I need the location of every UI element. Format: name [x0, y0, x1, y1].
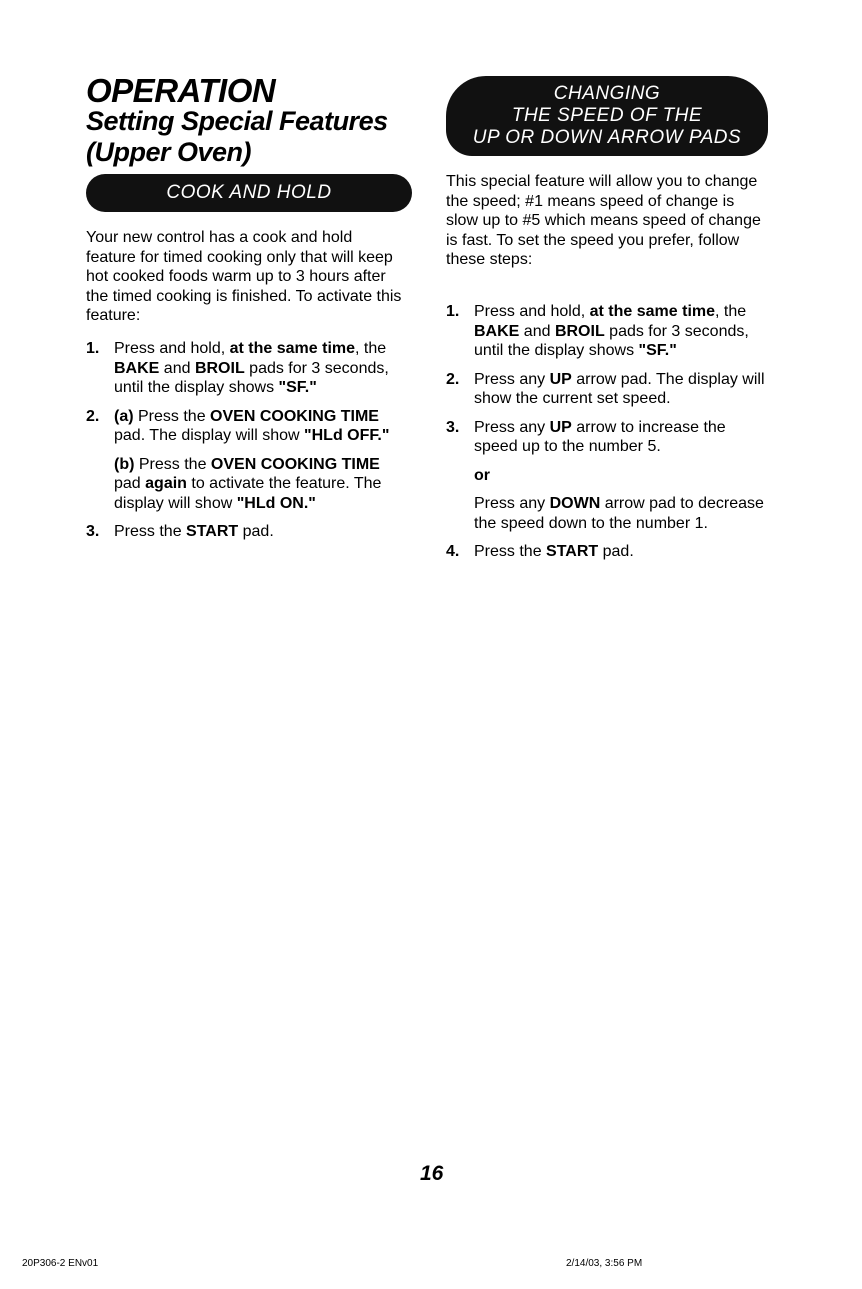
substep-b — [114, 455, 406, 514]
step-bold: BROIL — [194, 359, 245, 377]
step-number: 2. — [446, 370, 460, 388]
arrow-speed-heading — [446, 76, 768, 156]
step-number: 4. — [446, 543, 460, 560]
subtitle-line-2: (Upper Oven) — [86, 137, 252, 167]
step-text: arrow pad to decrease the speed down to the number 1. — [474, 495, 764, 532]
step-bold: OVEN COOKING TIME — [210, 407, 379, 425]
arrow-speed-steps — [446, 302, 768, 571]
footer-doc-id: 20P306-2 ENv01 — [22, 1258, 99, 1269]
footer-timestamp: 2/14/03, 3:56 PM — [566, 1258, 643, 1269]
step-text: Press the — [474, 543, 547, 560]
step-bold: BAKE — [114, 359, 160, 377]
list-item — [446, 418, 768, 534]
list-item — [446, 302, 768, 361]
step-text: , the — [715, 303, 747, 320]
step-text: Press any — [474, 495, 550, 512]
step-bold: again — [145, 475, 187, 492]
step-bold: "SF." — [638, 342, 677, 359]
substep-label: (a) — [114, 407, 134, 425]
section-title: OPERATION — [86, 72, 276, 109]
step-bold: BROIL — [554, 322, 605, 340]
step-bold: DOWN — [549, 495, 601, 512]
step-text: pad — [114, 475, 146, 492]
step-text: Press the — [133, 407, 211, 425]
step-number: 3. — [86, 523, 100, 540]
arrow-speed-heading-line-1: CHANGING — [553, 83, 661, 104]
list-item — [86, 407, 406, 514]
step-or: or — [474, 466, 490, 484]
step-text: Press any — [474, 370, 550, 388]
subtitle-line-1: Setting Special Features — [86, 106, 388, 136]
step-text: to activate the feature. The display will show — [114, 475, 382, 512]
page-number: 16 — [420, 1162, 444, 1185]
step-text: arrow pad. The display will show the current set speed. — [474, 370, 765, 407]
step-bold: OVEN COOKING TIME — [210, 455, 380, 473]
step-number: 3. — [446, 418, 460, 436]
step-bold: "SF." — [278, 379, 317, 396]
cook-and-hold-heading — [86, 174, 412, 212]
step-bold: START — [546, 543, 599, 560]
step-number: 1. — [446, 303, 460, 320]
step-number: 2. — [86, 407, 100, 425]
cook-and-hold-heading-text: COOK AND HOLD — [166, 182, 332, 203]
cook-and-hold-intro: Your new control has a cook and hold feature for timed cooking only that will keep hot cooked foods warm up to 3 hours after the timed cooking is finished. To activate this feature: — [86, 229, 402, 324]
step-text: pad. — [598, 543, 634, 560]
step-bold: at the same time — [589, 303, 716, 320]
step-text: Press any — [474, 418, 550, 436]
step-bold: BAKE — [474, 322, 520, 340]
step-bold: "HLd OFF." — [304, 427, 390, 444]
step-text: Press and hold, — [474, 303, 590, 320]
step-bold: "HLd ON." — [236, 494, 316, 512]
step-text: arrow to increase the speed up to the number 5. — [474, 418, 726, 455]
step-text: Press and hold, — [114, 340, 230, 357]
list-item — [446, 542, 768, 562]
list-item — [86, 522, 406, 542]
arrow-speed-heading-line-2: THE SPEED OF THE — [511, 105, 703, 126]
step-text: pad. — [238, 523, 274, 540]
step-bold: UP — [549, 370, 572, 388]
step-text: pad. The display will show — [114, 427, 305, 444]
step-text: pads for 3 seconds, until the display shows — [474, 322, 749, 359]
list-item — [446, 370, 768, 409]
step-number: 1. — [86, 340, 100, 357]
substep-down — [474, 494, 768, 533]
arrow-speed-intro: This special feature will allow you to change the speed; #1 means speed of change is slow up to #5 which means speed of change is fast. To set the speed you prefer, follow these steps: — [446, 173, 761, 268]
step-text: and — [519, 322, 555, 340]
step-bold: START — [186, 523, 239, 540]
step-text: Press the — [134, 455, 211, 473]
arrow-speed-heading-line-3: UP OR DOWN ARROW PADS — [472, 127, 742, 148]
step-text: pads for 3 seconds, until the display shows — [114, 359, 389, 396]
step-text: , the — [355, 340, 387, 357]
step-text: Press the — [114, 523, 187, 540]
step-text: and — [159, 359, 195, 377]
step-bold: at the same time — [229, 340, 356, 357]
substep-a — [114, 407, 406, 446]
step-bold: UP — [549, 418, 572, 436]
list-item — [86, 339, 406, 398]
cook-and-hold-steps — [86, 339, 406, 551]
substep-label: (b) — [114, 455, 135, 473]
